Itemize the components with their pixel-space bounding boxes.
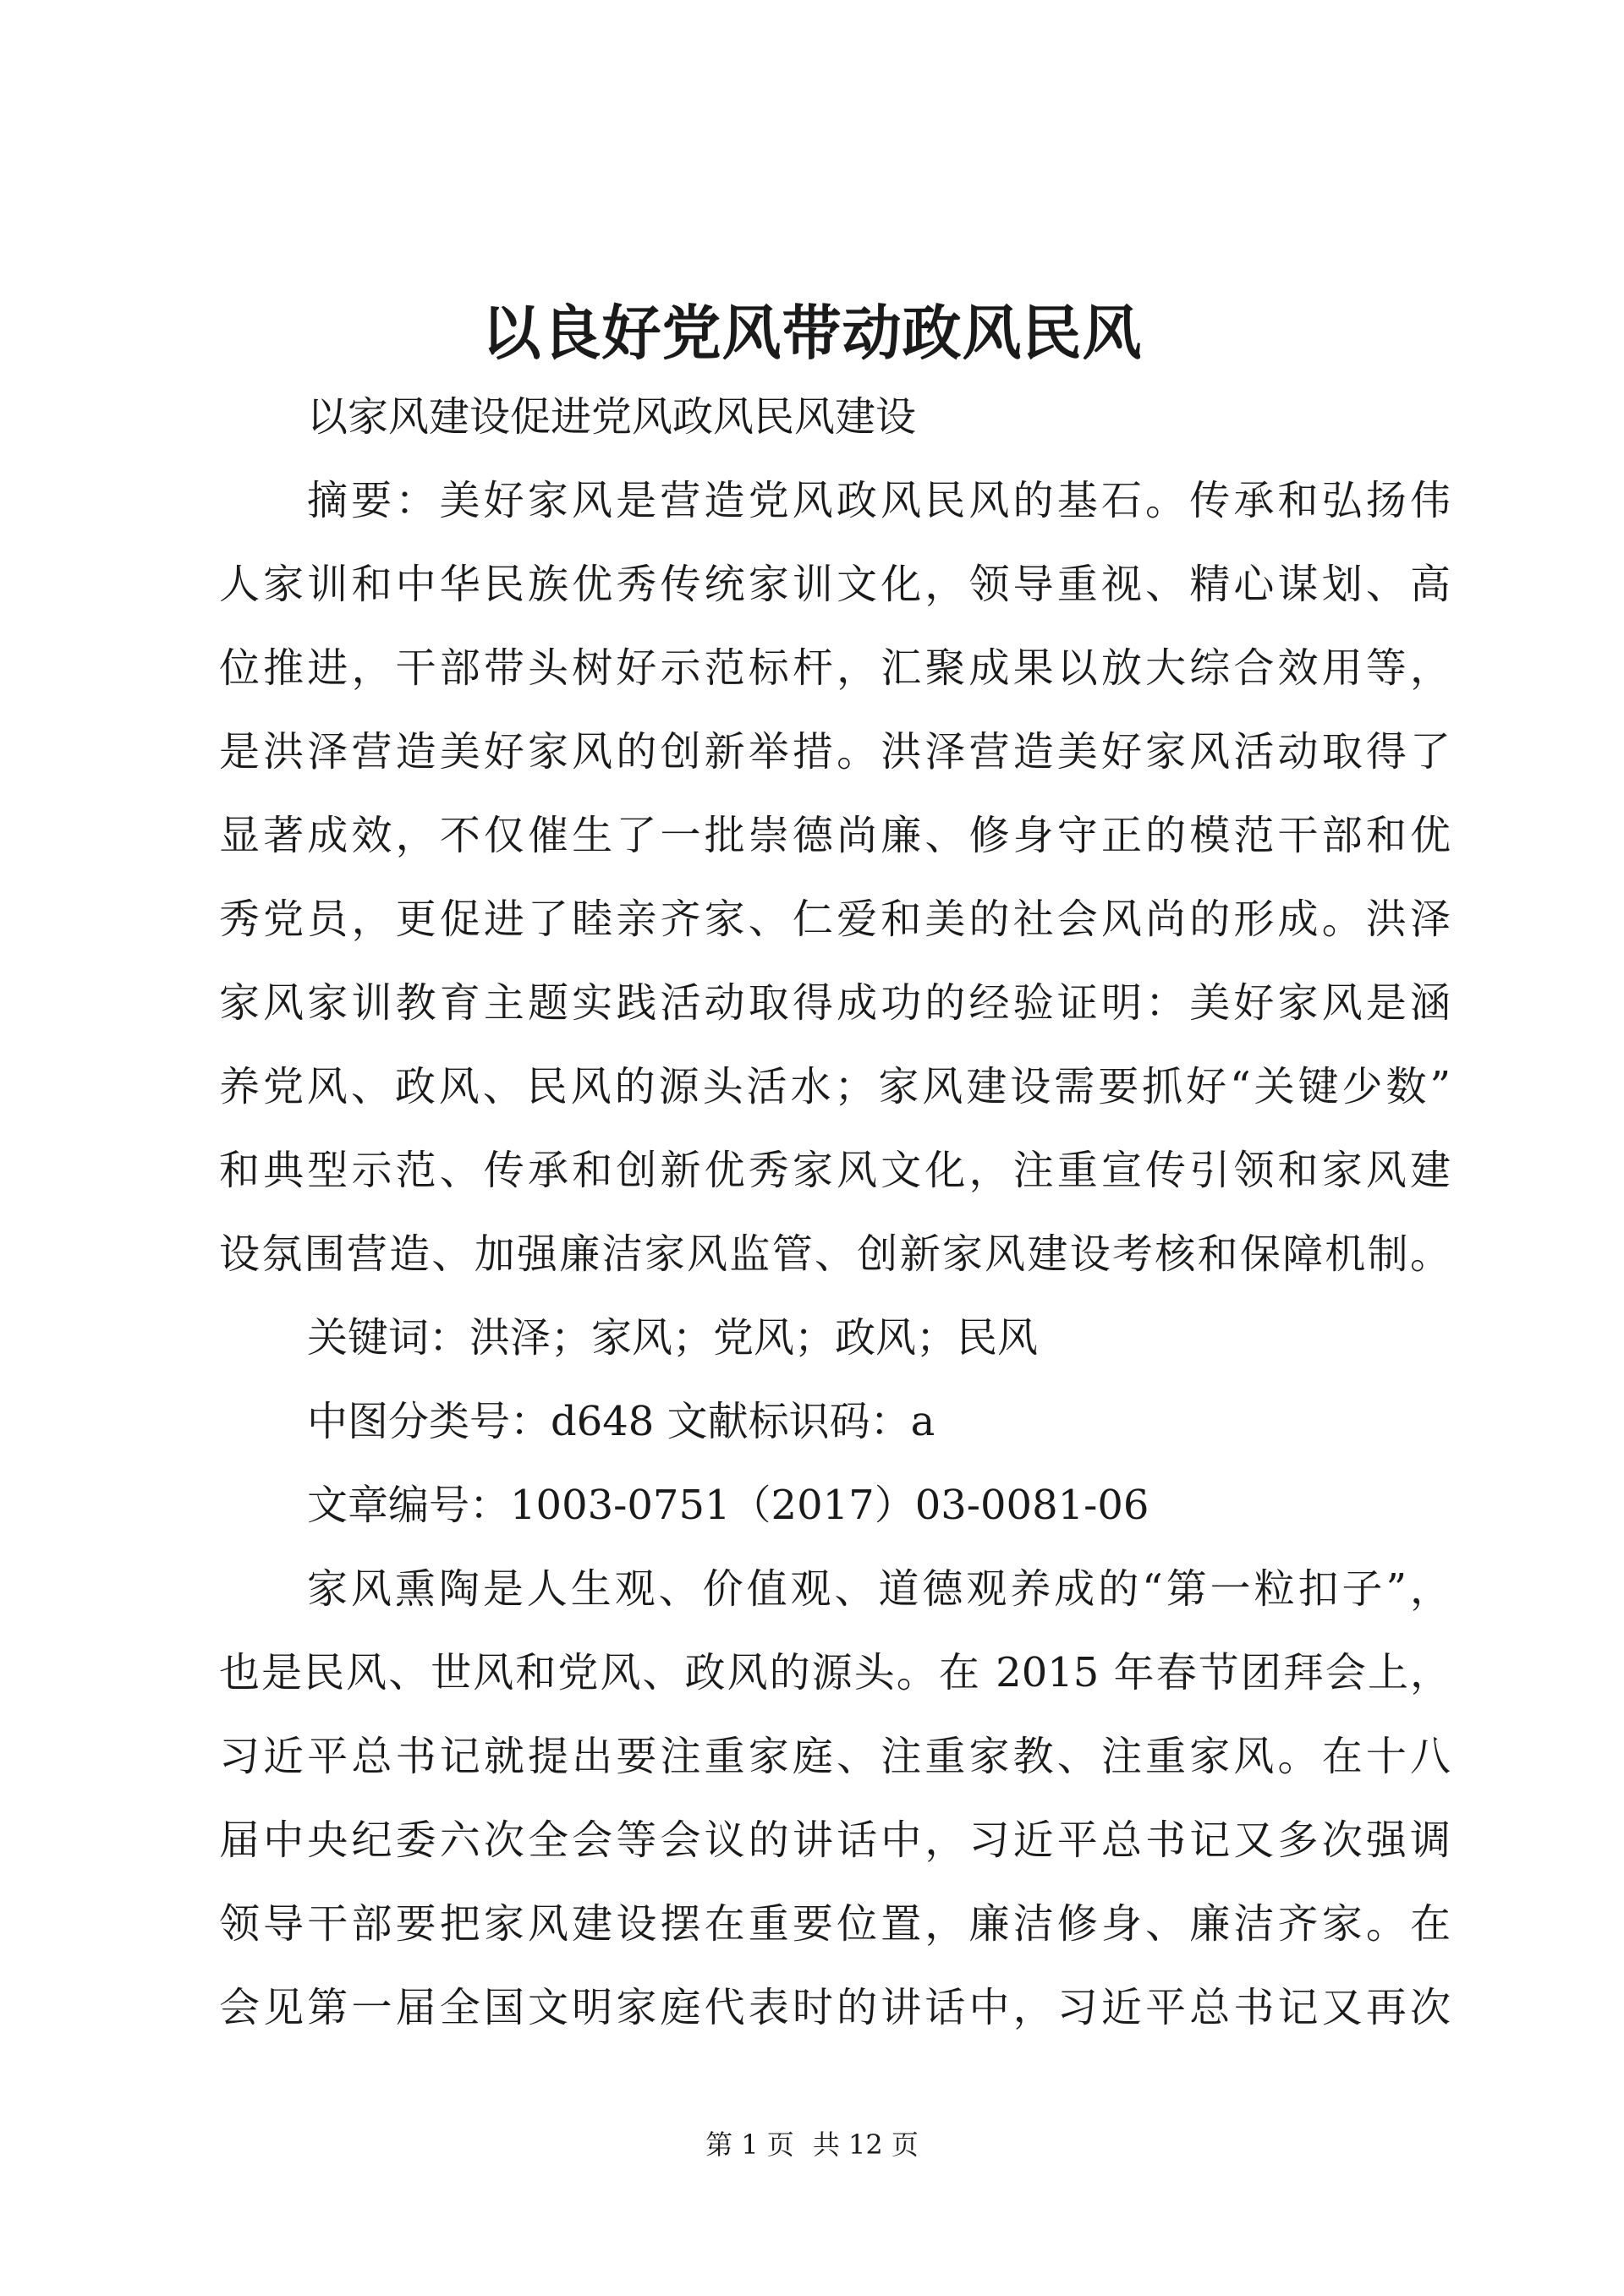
body-line: 也是民风、世风和党风、政风的源头。在 2015 年春节团拜会上， — [219, 1649, 1451, 1696]
abstract-line: 养党风、政风、民风的源头活水；家风建设需要抓好“关键少数” — [219, 1063, 1451, 1110]
total-pages-label: 共 12 页 — [812, 2129, 919, 2161]
abstract-line: 人家训和中华民族优秀传统家训文化，领导重视、精心谋划、高 — [219, 561, 1451, 608]
abstract-paragraph — [219, 459, 1451, 1296]
document-content — [219, 375, 1451, 2050]
abstract-line: 是洪泽营造美好家风的创新举措。洪泽营造美好家风活动取得了 — [219, 728, 1451, 775]
keywords-line: 关键词：洪泽；家风；党风；政风；民风 — [307, 1314, 1039, 1362]
page-footer — [0, 2123, 1624, 2167]
article-number-line: 文章编号：1003-0751（2017）03-0081-06 — [307, 1482, 1149, 1529]
abstract-line: 显著成效，不仅催生了一批崇德尚廉、修身守正的模范干部和优 — [219, 812, 1451, 859]
body-line: 家风熏陶是人生观、价值观、道德观养成的“第一粒扣子”， — [307, 1565, 1451, 1613]
abstract-line: 秀党员，更促进了睦亲齐家、仁爱和美的社会风尚的形成。洪泽 — [219, 896, 1451, 943]
classification-line: 中图分类号：d648 文献标识码：a — [307, 1398, 935, 1445]
abstract-line: 设氛围营造、加强廉洁家风监管、创新家风建设考核和保障机制。 — [219, 1230, 1451, 1278]
abstract-line: 位推进，干部带头树好示范标杆，汇聚成果以放大综合效用等， — [219, 644, 1451, 692]
body-paragraph — [219, 1548, 1451, 2050]
abstract-line: 和典型示范、传承和创新优秀家风文化，注重宣传引领和家风建 — [219, 1147, 1451, 1194]
subtitle-line: 以家风建设促进党风政风民风建设 — [307, 393, 917, 441]
document-title: 以良好党风带动政风民风 — [481, 298, 1143, 368]
body-line: 届中央纪委六次全会等会议的讲话中，习近平总书记又多次强调 — [219, 1817, 1451, 1864]
current-page-label: 第 1 页 — [705, 2129, 794, 2161]
body-line: 会见第一届全国文明家庭代表时的讲话中，习近平总书记又再次 — [219, 1984, 1451, 2031]
abstract-line: 摘要：美好家风是营造党风政风民风的基石。传承和弘扬伟 — [307, 477, 1451, 524]
abstract-line: 家风家训教育主题实践活动取得成功的经验证明：美好家风是涵 — [219, 979, 1451, 1027]
body-line: 领导干部要把家风建设摆在重要位置，廉洁修身、廉洁齐家。在 — [219, 1900, 1451, 1948]
body-line: 习近平总书记就提出要注重家庭、注重家教、注重家风。在十八 — [219, 1733, 1451, 1780]
